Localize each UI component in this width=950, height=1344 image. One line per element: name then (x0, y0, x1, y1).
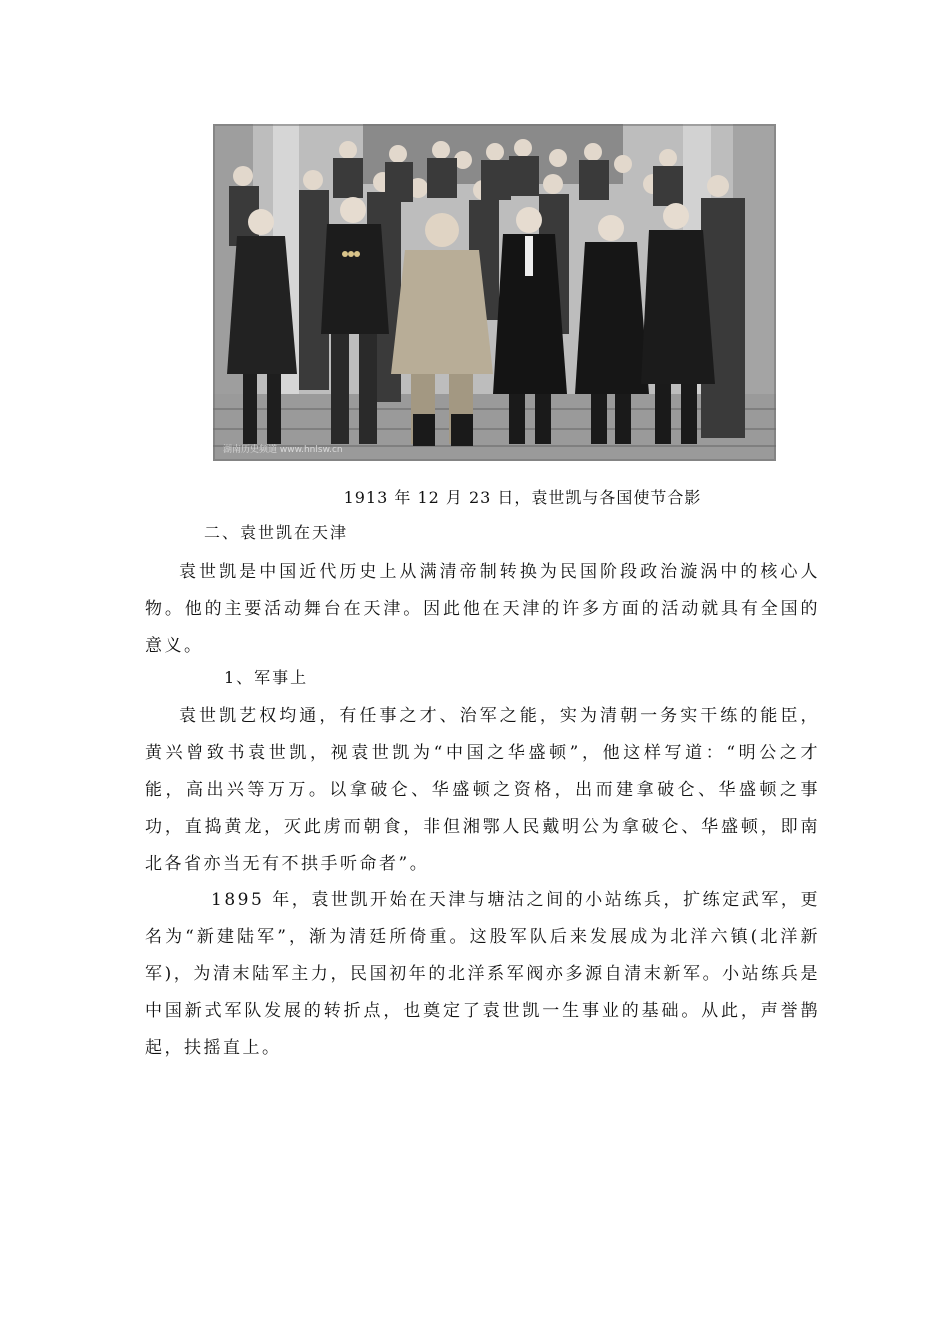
paragraph-xiaozhan: 1895 年，袁世凯开始在天津与塘沽之间的小站练兵，扩练定武军，更名为“新建陆军”，渐为清廷所倚重。这股军队后来发展成为北洋六镇(北洋新军)，为清末陆军主力，民国初年的北洋系军阀亦多源自清末新军。小站练兵是中国新式军队发展的转折点，也奠定了袁世凯一生事业的基础。从此，声誉鹊起，扶摇直上。 (145, 890, 820, 1058)
photo-caption: 1913 年 12 月 23 日，袁世凯与各国使节合影 (343, 488, 702, 507)
paragraph-intro: 袁世凯是中国近代历史上从满清帝制转换为民国阶段政治漩涡中的核心人物。他的主要活动舞台在天津。因此他在天津的许多方面的活动就具有全国的意义。 (145, 562, 820, 656)
paragraph-military: 袁世凯艺权均通，有任事之才、治军之能，实为清朝一务实干练的能臣，黄兴曾致书袁世凯，视袁世凯为“中国之华盛顿”，他这样写道：“明公之才能，高出兴等万万。以拿破仑、华盛顿之资格，出而建拿破仑、华盛顿之事功，直捣黄龙，灭此虏而朝食，非但湘鄂人民戴明公为拿破仑、华盛顿，即南北各省亦当无有不拱手听命者”。 (145, 706, 820, 874)
subsection-heading: 1、军事上 (224, 668, 309, 687)
photo-watermark: 湖南历史频道 www.hnlsw.cn (223, 445, 343, 455)
group-photo-illustration (213, 124, 776, 461)
section-heading: 二、袁世凯在天津 (204, 523, 349, 542)
group-photo (213, 124, 776, 461)
